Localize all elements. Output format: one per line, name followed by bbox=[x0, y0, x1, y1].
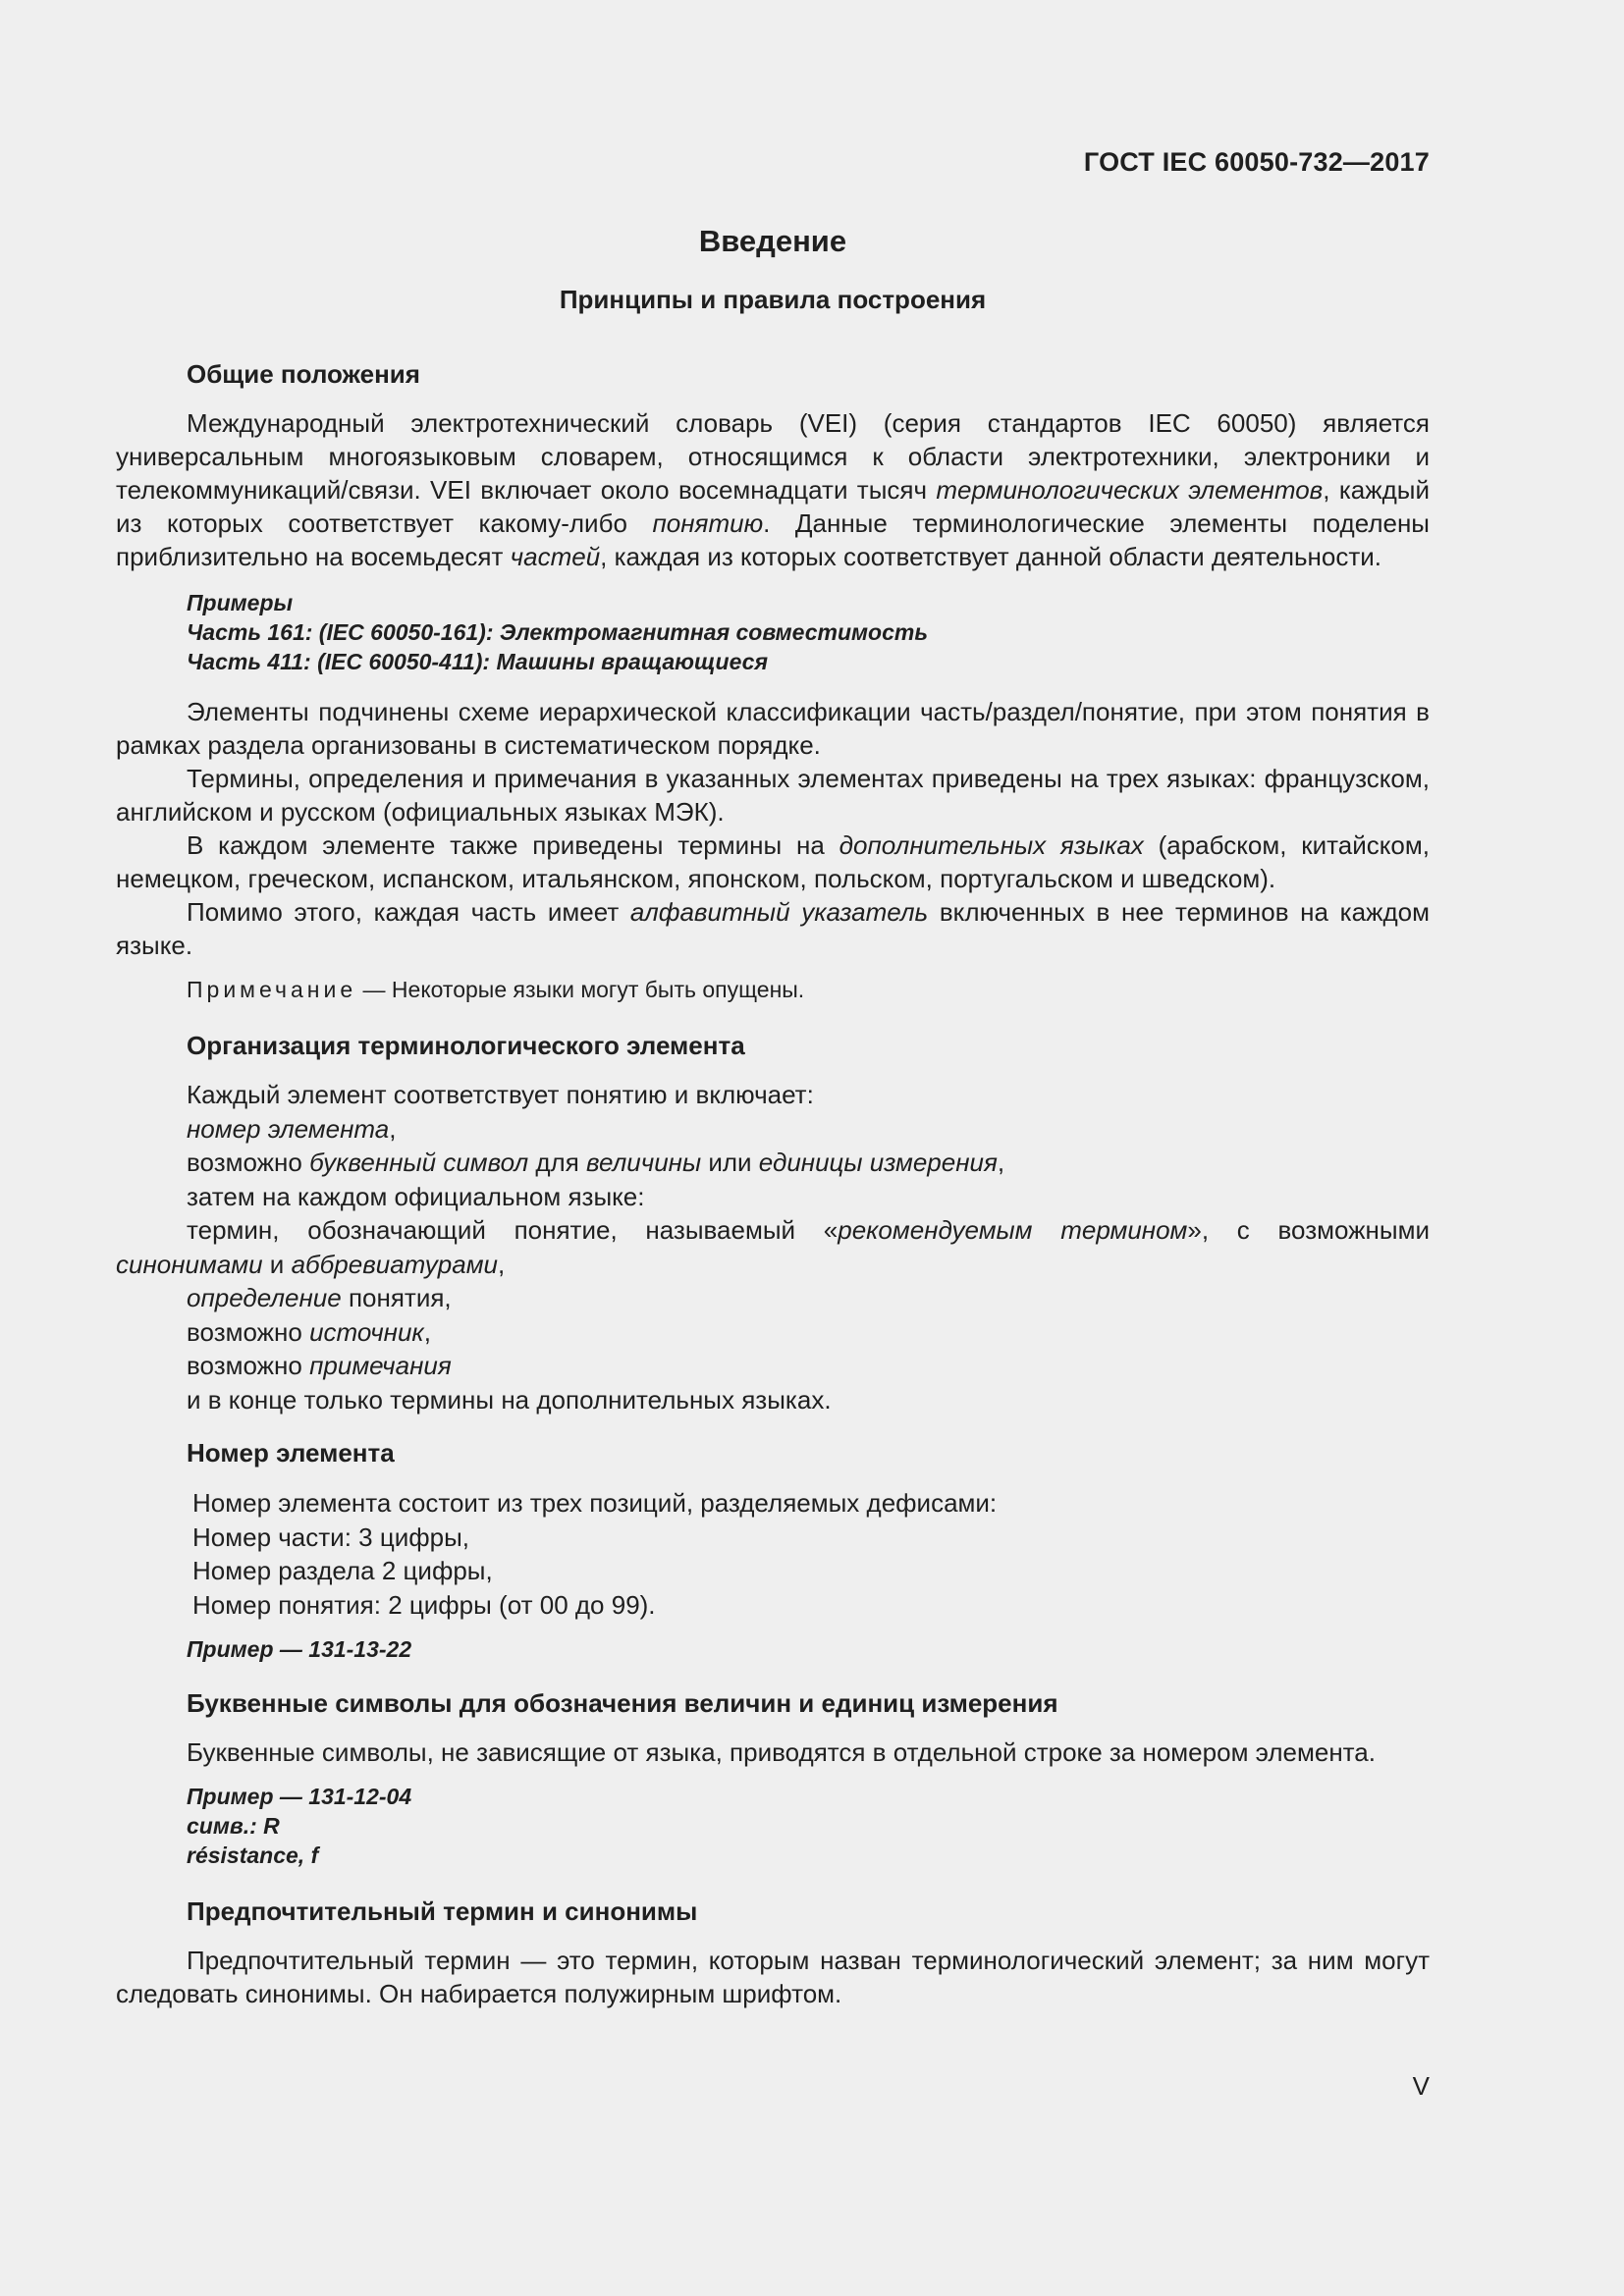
note bbox=[187, 975, 804, 1004]
paragraph-index: Помимо этого, каждая часть имеет алфавитный указатель включенных в нее терминов на каждом языке. bbox=[116, 897, 1430, 960]
paragraph-vei-intro: Международный электротехнический словарь (VEI) (серия стандартов IEC 60050) является универсальным многоязыковым словарем, относящимся к области электротехники, электроники и телекоммуникаций/связи. VEI включает около восемнадцати тысяч терминологических элементов, каждый из которых соответствует какому-либо понятию. Данные терминологические элементы поделены приблизительно на восемьдесят частей, каждая из которых соответствует данной области деятельности. bbox=[116, 408, 1430, 571]
note-text: — Некоторые языки могут быть опущены. bbox=[356, 977, 805, 1002]
list-item: возможно примечания bbox=[187, 1351, 452, 1380]
example-line: Часть 411: (IEC 60050-411): Машины вращающиеся bbox=[187, 649, 769, 674]
paragraph-hierarchy: Элементы подчинены схеме иерархической классификации часть/раздел/понятие, при этом понятия в рамках раздела организованы в систематическом порядке. bbox=[116, 697, 1430, 760]
list-item: Номер части: 3 цифры, bbox=[192, 1522, 470, 1552]
note-label: Примечание bbox=[187, 977, 357, 1002]
element-number-list bbox=[192, 1486, 997, 1622]
list-item: термин, обозначающий понятие, называемый «рекомендуемым термином», с возможными синонимами и аббревиатурами, bbox=[116, 1215, 1430, 1279]
organization-list bbox=[116, 1078, 1430, 1416]
examples-label: Примеры bbox=[187, 590, 294, 615]
list-item: Каждый элемент соответствует понятию и включает: bbox=[187, 1080, 814, 1109]
paragraph-additional-languages: В каждом элементе также приведены термины на дополнительных языках (арабском, китайском, немецком, греческом, испанском, итальянском, японском, польском, португальском и шведском). bbox=[116, 830, 1430, 893]
paragraph-languages: Термины, определения и примечания в указанных элементах приведены на трех языках: французском, английском и русском (официальных языках МЭК). bbox=[116, 764, 1430, 827]
paragraph-letter-symbols: Буквенные символы, не зависящие от языка, приводятся в отдельной строке за номером элемента. bbox=[187, 1737, 1376, 1767]
paragraph-preferred-term: Предпочтительный термин — это термин, которым назван терминологический элемент; за ним могут следовать синонимы. Он набирается полужирным шрифтом. bbox=[116, 1946, 1430, 2008]
list-item: возможно буквенный символ для величины или единицы измерения, bbox=[187, 1148, 1005, 1177]
example-element-number: Пример — 131-13-22 bbox=[187, 1636, 412, 1662]
list-item: Номер элемента состоит из трех позиций, разделяемых дефисами: bbox=[192, 1488, 998, 1518]
list-item: Номер раздела 2 цифры, bbox=[192, 1556, 493, 1585]
example-line: симв.: R bbox=[187, 1813, 280, 1839]
examples-block bbox=[187, 588, 928, 676]
paragraphs-structure bbox=[116, 695, 1430, 962]
list-item: возможно источник, bbox=[187, 1316, 431, 1347]
example-line: Пример — 131-12-04 bbox=[187, 1784, 412, 1809]
example-line: résistance, f bbox=[187, 1842, 319, 1868]
page-subtitle: Принципы и правила построения bbox=[559, 285, 987, 314]
list-item: затем на каждом официальном языке: bbox=[187, 1181, 645, 1211]
heading-organization: Организация терминологического элемента bbox=[187, 1031, 745, 1060]
example-letter-symbols bbox=[187, 1782, 411, 1870]
list-item: определение понятия, bbox=[187, 1283, 452, 1312]
list-item: Номер понятия: 2 цифры (от 00 до 99). bbox=[192, 1589, 656, 1620]
heading-element-number: Номер элемента bbox=[187, 1438, 395, 1468]
heading-letter-symbols: Буквенные символы для обозначения величин и единиц измерения bbox=[187, 1688, 1058, 1718]
document-code: ГОСТ IEC 60050-732—2017 bbox=[1083, 147, 1430, 177]
page-title: Введение bbox=[698, 224, 847, 258]
example-line: Часть 161: (IEC 60050-161): Электромагнитная совместимость bbox=[187, 619, 929, 645]
page-number: V bbox=[1412, 2071, 1430, 2101]
heading-preferred-term: Предпочтительный термин и синонимы bbox=[187, 1896, 698, 1926]
heading-general: Общие положения bbox=[187, 359, 420, 389]
list-item: номер элемента, bbox=[187, 1113, 397, 1144]
list-item: и в конце только термины на дополнительных языках. bbox=[187, 1384, 832, 1415]
